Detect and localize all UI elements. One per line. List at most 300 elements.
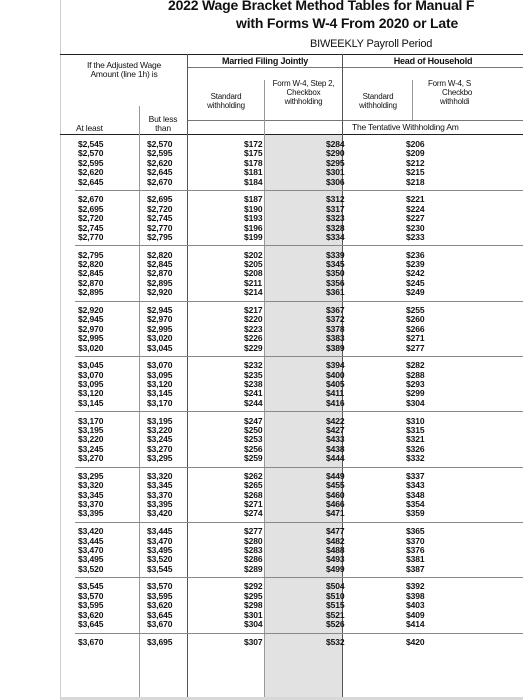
mfj-w4-cell: $383 [326,333,345,344]
mfj-w4-cell: $317 [326,203,345,214]
mfj-w4-cell: $416 [326,397,345,408]
but-less-than-cell: $3,070 [147,360,173,371]
mfj-w4-cell: $471 [326,508,345,519]
hoh-standard-cell: $343 [406,480,425,491]
row-group-divider [75,633,523,634]
row-group-divider [75,245,523,246]
row-group-divider [75,577,523,578]
table-row [60,233,523,242]
but-less-than-cell: $2,995 [147,323,173,334]
header-top-rule [60,54,523,55]
mfj-standard-cell: $238 [244,379,263,389]
mfj-standard-cell: $190 [244,203,263,214]
table-row [60,371,523,380]
mfj-standard-cell: $244 [244,397,263,408]
but-less-than-cell: $2,920 [147,287,173,298]
hoh-standard-cell: $337 [406,470,425,481]
mfj-standard-cell: $175 [244,148,263,159]
but-less-than-cell: $3,520 [147,554,173,565]
but-less-than-cell: $3,570 [147,581,173,592]
at-least-cell: $3,345 [78,489,104,500]
row-group-divider [75,467,523,468]
w4-withholding-header [265,79,342,106]
table-row [60,260,523,269]
table-row [60,269,523,278]
but-less-than-cell: $3,545 [147,563,173,574]
mfj-w4-cell: $400 [326,369,345,380]
at-least-cell: $2,695 [78,203,104,214]
table-row [60,537,523,546]
mfj-w4-cell: $433 [326,434,345,445]
hoh-standard-cell: $304 [406,397,425,408]
but-less-than-cell: $2,970 [147,314,173,325]
at-least-cell: $2,970 [78,323,104,334]
table-row [60,509,523,518]
mfj-w4-cell: $290 [326,148,345,159]
table-row [60,251,523,260]
at-least-cell: $3,070 [78,369,104,380]
mfj-w4-cell: $444 [326,453,345,464]
mfj-standard-cell: $307 [244,636,263,647]
wage-amount-header [68,61,180,79]
hoh-standard-cell: $209 [406,148,425,159]
hoh-standard-cell: $376 [406,544,425,555]
hoh-standard-cell: $403 [406,600,425,611]
at-least-cell: $3,320 [78,480,104,491]
but-less-than-cell: $3,220 [147,424,173,435]
at-least-cell: $3,395 [78,508,104,519]
table-row [60,546,523,555]
mfj-standard-cell: $241 [244,388,263,399]
std-withholding-header [189,92,263,110]
mfj-standard-cell: $262 [244,470,263,481]
mfj-standard-cell: $217 [244,304,263,315]
table-row [60,288,523,297]
mfj-standard-cell: $193 [244,213,263,224]
table-row [60,380,523,389]
but-less-than-cell: $2,870 [147,268,173,279]
w4-withholding-line: withholding [284,97,323,106]
mfj-standard-cell: $181 [244,167,263,178]
at-least-cell: $3,445 [78,535,104,546]
hoh-std-withholding-header [345,92,411,110]
hoh-standard-cell: $255 [406,304,425,315]
but-less-than-cell: $3,620 [147,600,173,611]
mfj-standard-cell: $280 [244,535,263,546]
table-row [60,592,523,601]
table-row [60,527,523,536]
hoh-standard-cell: $315 [406,424,425,435]
amount-header-rule [187,120,523,121]
table-row [60,140,523,149]
row-group-divider [75,301,523,302]
at-least-cell: $2,770 [78,231,104,242]
mfj-standard-cell: $208 [244,268,263,279]
hoh-standard-cell: $224 [406,203,425,214]
at-least-cell: $2,745 [78,222,104,233]
table-row [60,306,523,315]
table-row [60,224,523,233]
mfj-w4-cell: $295 [326,157,345,168]
table-row [60,611,523,620]
wage-amount-label-2: Amount (line 1h) is [90,69,158,79]
mfj-standard-cell: $232 [244,360,263,371]
mfj-standard-cell: $184 [244,176,263,187]
table-row [60,334,523,343]
at-least-cell: $3,495 [78,554,104,565]
but-less-than-cell: $3,595 [147,590,173,601]
mfj-w4-cell: $422 [326,415,345,426]
table-row [60,195,523,204]
mfj-standard-cell: $187 [244,194,263,205]
but-less-than-cell: $2,670 [147,176,173,187]
hoh-standard-cell: $271 [406,333,425,344]
hoh-standard-cell: $266 [406,323,425,334]
at-least-cell: $2,845 [78,268,104,279]
row-group-divider [75,190,523,191]
mfj-header: Married Filing Jointly [221,56,309,66]
mfj-standard-cell: $304 [244,619,263,629]
mfj-w4-cell: $323 [326,213,345,224]
but-less-than-cell: $3,345 [147,480,173,491]
at-least-cell: $3,645 [78,619,104,629]
but-less-than-cell: $3,145 [147,388,173,399]
hoh-standard-cell: $381 [406,554,425,565]
but-less-than-cell: $3,095 [147,369,173,380]
hoh-standard-cell: $239 [406,259,425,269]
hoh-w4-withholding-header [428,79,523,106]
table-row [60,214,523,223]
mfj-w4-cell: $328 [326,222,345,233]
at-least-cell: $3,195 [78,424,104,435]
hoh-standard-cell: $233 [406,231,425,242]
mfj-w4-cell: $532 [326,636,345,647]
mfj-w4-cell: $482 [326,535,345,546]
at-least-cell: $3,470 [78,544,104,555]
mfj-w4-cell: $284 [326,139,345,149]
hoh-header: Head of Household [393,56,473,66]
but-less-than-cell: $3,170 [147,397,173,408]
hoh-standard-cell: $221 [406,194,425,205]
mfj-standard-cell: $292 [244,581,263,592]
but-less-than-cell: $3,120 [147,379,173,389]
mfj-w4-cell: $477 [326,526,345,537]
mfj-standard-cell: $301 [244,609,263,620]
hoh-standard-cell: $227 [406,213,425,224]
at-least-cell: $2,945 [78,314,104,325]
hoh-std-line: Standard [362,92,394,101]
table-row [60,435,523,444]
mfj-standard-cell: $211 [244,277,263,288]
but-less-than-cell: $3,445 [147,526,173,537]
at-least-cell: $3,045 [78,360,104,371]
hoh-standard-cell: $230 [406,222,425,233]
mfj-standard-cell: $259 [244,453,263,464]
table-row [60,389,523,398]
but-less-than-cell: $3,195 [147,415,173,426]
hoh-standard-cell: $326 [406,443,425,454]
mfj-standard-cell: $235 [244,369,263,380]
but-less-than-cell: $2,695 [147,194,173,205]
but-less-than-cell: $3,670 [147,619,173,629]
hoh-standard-cell: $359 [406,508,425,519]
w4-withholding-line: Form W-4, Step 2, [272,79,335,88]
mfj-standard-cell: $256 [244,443,263,454]
at-least-cell: $3,220 [78,434,104,445]
at-least-header: At least [76,123,103,133]
at-least-cell: $3,145 [78,397,104,408]
mfj-w4-cell: $411 [326,388,345,399]
column-divider [412,80,413,120]
hoh-standard-cell: $370 [406,535,425,546]
mfj-w4-cell: $438 [326,443,345,454]
table-row [60,178,523,187]
row-group-divider [75,356,523,357]
hoh-standard-cell: $249 [406,287,425,298]
mfj-standard-cell: $268 [244,489,263,500]
wage-amount-label-1: If the Adjusted Wage [86,60,162,70]
but-less-than-cell: $3,495 [147,544,173,555]
mfj-w4-cell: $356 [326,277,345,288]
table-row [60,205,523,214]
hoh-standard-cell: $282 [406,360,425,371]
at-least-cell: $3,020 [78,342,104,353]
table-row [60,638,523,647]
row-group-divider [75,411,523,412]
mfj-standard-cell: $247 [244,415,263,426]
table-row [60,601,523,610]
at-least-cell: $2,795 [78,249,104,260]
mfj-standard-cell: $229 [244,342,263,353]
table-row [60,555,523,564]
hoh-standard-cell: $218 [406,176,425,187]
hoh-standard-cell: $414 [406,619,425,629]
but-less-than-cell: $3,270 [147,443,173,454]
table-row [60,454,523,463]
hoh-w4-line: Form W-4, S [428,79,471,88]
hoh-standard-cell: $398 [406,590,425,601]
mfj-standard-cell: $202 [244,249,263,260]
at-least-cell: $2,645 [78,176,104,187]
at-least-cell: $3,670 [78,636,104,647]
table-row [60,399,523,408]
mfj-w4-cell: $405 [326,379,345,389]
hoh-standard-cell: $288 [406,369,425,380]
but-less-than-cell: $2,895 [147,277,173,288]
hoh-standard-cell: $299 [406,388,425,399]
but-less-than-cell: $3,295 [147,453,173,464]
hoh-standard-cell: $365 [406,526,425,537]
table-row [60,426,523,435]
mfj-w4-cell: $515 [326,600,345,611]
hoh-standard-cell: $260 [406,314,425,325]
hoh-standard-cell: $392 [406,581,425,592]
at-least-cell: $3,620 [78,609,104,620]
hoh-w4-line: withholdi [440,97,470,106]
hoh-standard-cell: $277 [406,342,425,353]
mfj-standard-cell: $271 [244,499,263,509]
mfj-standard-cell: $298 [244,600,263,611]
hoh-standard-cell: $420 [406,636,425,647]
table-row [60,168,523,177]
mfj-standard-cell: $214 [244,287,263,298]
mfj-w4-cell: $504 [326,581,345,592]
mfj-w4-cell: $367 [326,304,345,315]
at-least-cell: $2,595 [78,157,104,168]
hoh-standard-cell: $293 [406,379,425,389]
but-less-than-cell: $2,645 [147,167,173,178]
hoh-standard-cell: $206 [406,139,425,149]
hoh-standard-cell: $348 [406,489,425,500]
mfj-w4-cell: $427 [326,424,345,435]
document-subtitle: with Forms W-4 From 2020 or Late [236,15,459,31]
hoh-standard-cell: $212 [406,157,425,168]
mfj-w4-cell: $334 [326,231,345,242]
mfj-standard-cell: $196 [244,222,263,233]
mfj-standard-cell: $178 [244,157,263,168]
table-row [60,500,523,509]
table-row [60,582,523,591]
table-row [60,159,523,168]
hoh-standard-cell: $354 [406,499,425,509]
table-row [60,491,523,500]
hoh-standard-cell: $245 [406,277,425,288]
but-less-than-cell: $3,020 [147,333,173,344]
but-less-than-cell: $3,245 [147,434,173,445]
at-least-cell: $3,245 [78,443,104,454]
table-row [60,325,523,334]
mfj-w4-cell: $306 [326,176,345,187]
but-less-than-cell: $3,420 [147,508,173,519]
at-least-cell: $2,920 [78,304,104,315]
table-row [60,361,523,370]
mfj-w4-cell: $378 [326,323,345,334]
mfj-w4-cell: $499 [326,563,345,574]
at-least-cell: $3,095 [78,379,104,389]
mfj-standard-cell: $289 [244,563,263,574]
table-row [60,481,523,490]
hoh-standard-cell: $332 [406,453,425,464]
but-less-than-cell: $2,595 [147,148,173,159]
mfj-w4-cell: $460 [326,489,345,500]
mfj-standard-cell: $295 [244,590,263,601]
mfj-w4-cell: $350 [326,268,345,279]
at-least-cell: $3,120 [78,388,104,399]
but-less-than-cell: $2,720 [147,203,173,214]
mfj-w4-cell: $455 [326,480,345,491]
but-less-than-cell: $2,570 [147,139,173,149]
at-least-cell: $2,570 [78,148,104,159]
at-least-cell: $3,420 [78,526,104,537]
but-less-than-cell: $3,395 [147,499,173,509]
but-less-than-cell: $2,945 [147,304,173,315]
mfj-w4-cell: $449 [326,470,345,481]
mfj-w4-cell: $466 [326,499,345,509]
hoh-standard-cell: $387 [406,563,425,574]
hoh-standard-cell: $321 [406,434,425,445]
hoh-standard-cell: $242 [406,268,425,279]
table-row [60,149,523,158]
hoh-std-line: withholding [359,101,397,110]
but-less-than-cell: $2,770 [147,222,173,233]
table-row [60,472,523,481]
table-row [60,344,523,353]
at-least-cell: $2,895 [78,287,104,298]
group-divider-rule [187,67,523,68]
mfj-standard-cell: $199 [244,231,263,242]
but-less-than-cell: $2,820 [147,249,173,260]
mfj-w4-cell: $510 [326,590,345,601]
but-less-than-cell: $3,695 [147,636,173,647]
hoh-standard-cell: $236 [406,249,425,260]
at-least-cell: $3,545 [78,581,104,592]
mfj-standard-cell: $226 [244,333,263,344]
row-group-divider [75,522,523,523]
at-least-cell: $2,620 [78,167,104,178]
at-least-cell: $3,270 [78,453,104,464]
w4-withholding-line: Checkbox [286,88,321,97]
but-less-than-cell: $2,620 [147,157,173,168]
mfj-standard-cell: $223 [244,323,263,334]
but-less-than-cell: $3,645 [147,609,173,620]
mfj-standard-cell: $220 [244,314,263,325]
mfj-standard-cell: $277 [244,526,263,537]
mfj-w4-cell: $339 [326,249,345,260]
but-less-than-cell: $3,370 [147,489,173,500]
mfj-w4-cell: $361 [326,287,345,298]
mfj-w4-cell: $394 [326,360,345,371]
std-withholding-line: Standard [210,92,242,101]
but-less-than-cell: $2,745 [147,213,173,224]
hoh-standard-cell: $215 [406,167,425,178]
mfj-standard-cell: $265 [244,480,263,491]
at-least-cell: $3,295 [78,470,104,481]
mfj-w4-cell: $493 [326,554,345,565]
mfj-w4-cell: $345 [326,259,345,269]
at-least-cell: $2,820 [78,259,104,269]
at-least-cell: $3,595 [78,600,104,611]
but-less-than-cell: $3,320 [147,470,173,481]
but-less-line: But less [148,114,178,124]
table-row [60,445,523,454]
mfj-w4-cell: $488 [326,544,345,555]
at-least-cell: $2,995 [78,333,104,344]
but-less-than-cell: $2,845 [147,259,173,269]
payroll-period-label: BIWEEKLY Payroll Period [310,38,433,50]
hoh-standard-cell: $409 [406,609,425,620]
hoh-standard-cell: $310 [406,415,425,426]
mfj-w4-cell: $526 [326,619,345,629]
mfj-standard-cell: $205 [244,259,263,269]
but-less-than-cell: $3,470 [147,535,173,546]
table-row [60,417,523,426]
mfj-standard-cell: $286 [244,554,263,565]
at-least-cell: $2,720 [78,213,104,224]
table-row [60,279,523,288]
mfj-w4-cell: $521 [326,609,345,620]
but-less-line: than [155,123,171,133]
table-row [60,565,523,574]
tentative-withholding-header: The Tentative Withholding Am [352,122,459,132]
at-least-cell: $2,670 [78,194,104,205]
but-less-than-cell: $3,045 [147,342,173,353]
mfj-standard-cell: $253 [244,434,263,445]
mfj-w4-cell: $389 [326,342,345,353]
at-least-cell: $3,370 [78,499,104,509]
at-least-cell: $3,520 [78,563,104,574]
at-least-cell: $2,545 [78,139,104,149]
mfj-w4-cell: $372 [326,314,345,325]
